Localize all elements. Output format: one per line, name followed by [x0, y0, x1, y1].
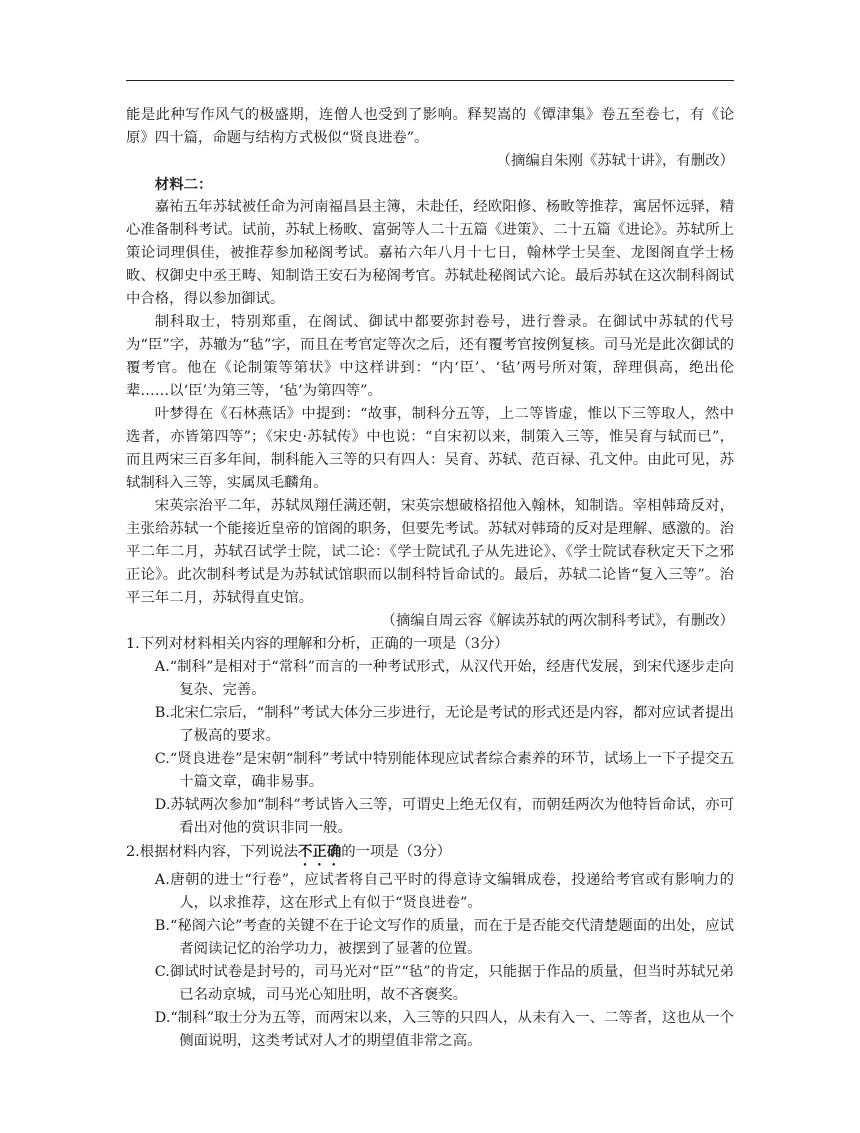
question2-stem — [126, 840, 734, 869]
question2-stem-before: 2.根据材料内容，下列说法 — [126, 844, 299, 860]
material2-paragraph: 嘉祐五年苏轼被任命为河南福昌县主簿，未赴任，经欧阳修、杨畋等推荐，寓居怀远驿，精心准备制科考试。试前，苏轼上杨畋、富弼等人二十五篇《进策》、二十五篇《进论》。苏轼所上策论词理俱佳，被推荐参加秘阁考试。嘉祐六年八月十七日，翰林学士吴奎、龙图阁直学士杨畋、权御史中丞王畴、知制诰王安石为秘阁考官。苏轼赴秘阁试六论。最后苏轼在这次制科阁试中合格，得以参加御试。 — [126, 199, 734, 307]
material2-paragraph: 宋英宗治平二年，苏轼凤翔任满还朝，宋英宗想破格招他入翰林，知制诰。宰相韩琦反对，主张给苏轼一个能接近皇帝的馆阁的职务，但要先考试。苏轼对韩琦的反对是理解、感激的。治平二年二月，苏轼召试学士院，试二论：《学士院试孔子从先进论》、《学士院试春秋定天下之邪正论》。此次制科考试是为苏轼试馆职而以制科特旨命试的。最后，苏轼二论皆“复入三等”。治平三年二月，苏轼得直史馆。 — [126, 498, 734, 606]
question1-option-c: C.“贤良进卷”是宋朝“制科”考试中特别能体现应试者综合素养的环节，试场上一下子提交五十篇文章，确非易事。 — [154, 751, 734, 790]
question1-stem: 1.下列对材料相关内容的理解和分析，正确的一项是（3分） — [126, 636, 509, 652]
page-content — [126, 104, 734, 1053]
material1-source: （摘编自朱刚《苏轼十讲》，有删改） — [496, 153, 734, 169]
question2-option-c: C.御试时试卷是封号的，司马光对“臣”“毡”的肯定，只能据于作品的质量，但当时苏轼兄弟已名动京城，司马光心知肚明，故不吝褒奖。 — [154, 964, 734, 1003]
question1-option-b: B.北宋仁宗后，“制科”考试大体分三步进行，无论是考试的形式还是内容，都对应试者提出了极高的要求。 — [154, 705, 734, 744]
question1-option-d: D.苏轼两次参加“制科”考试皆入三等，可谓史上绝无仅有，而朝廷两次为他特旨命试，亦可看出对他的赏识非同一般。 — [154, 797, 734, 836]
question1-option-a: A.“制科”是相对于“常科”而言的一种考试形式，从汉代开始，经唐代发展，到宋代逐步走向复杂、完善。 — [154, 659, 734, 698]
question2-option-b: B.“秘阁六论”考查的关键不在于论文写作的质量，而在于是否能交代清楚题面的出处，应试者阅读记忆的治学功力，被摆到了显著的位置。 — [154, 918, 734, 957]
question2-option-a: A.唐朝的进士“行卷”，应试者将自己平时的得意诗文编辑成卷，投递给考官或有影响力的人，以求推荐，这在形式上有似于“贤良进卷”。 — [154, 872, 734, 911]
material2-source: （摘编自周云容《解读苏轼的两次制科考试》，有删改） — [381, 613, 734, 629]
question2-stem-emphasis: 不正确 — [298, 843, 342, 860]
question2-stem-after: 的一项是（3分） — [341, 844, 452, 860]
material1-tail-text: 能是此种写作风气的极盛期，连僧人也受到了影响。释契嵩的《镡津集》卷五至卷七，有《论原》四十篇，命题与结构方式极似“贤良进卷”。 — [126, 107, 734, 146]
material2-title: 材料二： — [154, 176, 213, 193]
question2-option-d: D.“制科”取士分为五等，而两宋以来，入三等的只四人，从未有入一、二等者，这也从一个侧面说明，这类考试对人才的期望值非常之高。 — [154, 1010, 734, 1049]
material2-paragraph: 制科取士，特别郑重，在阁试、御试中都要弥封卷号，进行誊录。在御试中苏轼的代号为“臣”字，苏辙为“毡”字，而且在考官定等次之后，还有覆考官按例复核。司马光是此次御试的覆考官。他在《论制策等第状》中这样讲到：“内‘臣’、‘毡’两号所对策，辞理俱高，绝出伦辈……以‘臣’为第三等，‘毡’为第四等”。 — [126, 314, 734, 399]
header-rule — [126, 80, 734, 81]
material2-paragraph: 叶梦得在《石林燕话》中提到：“故事，制科分五等，上二等皆虚，惟以下三等取人，然中选者，亦皆第四等”；《宋史·苏轼传》中也说：“自宋初以来，制策入三等，惟吴育与轼而已”，而且两宋三百多年间，制科能入三等的只有四人：吴育、苏轼、范百禄、孔文仲。由此可见，苏轼制科入三等，实属凤毛麟角。 — [126, 406, 734, 491]
